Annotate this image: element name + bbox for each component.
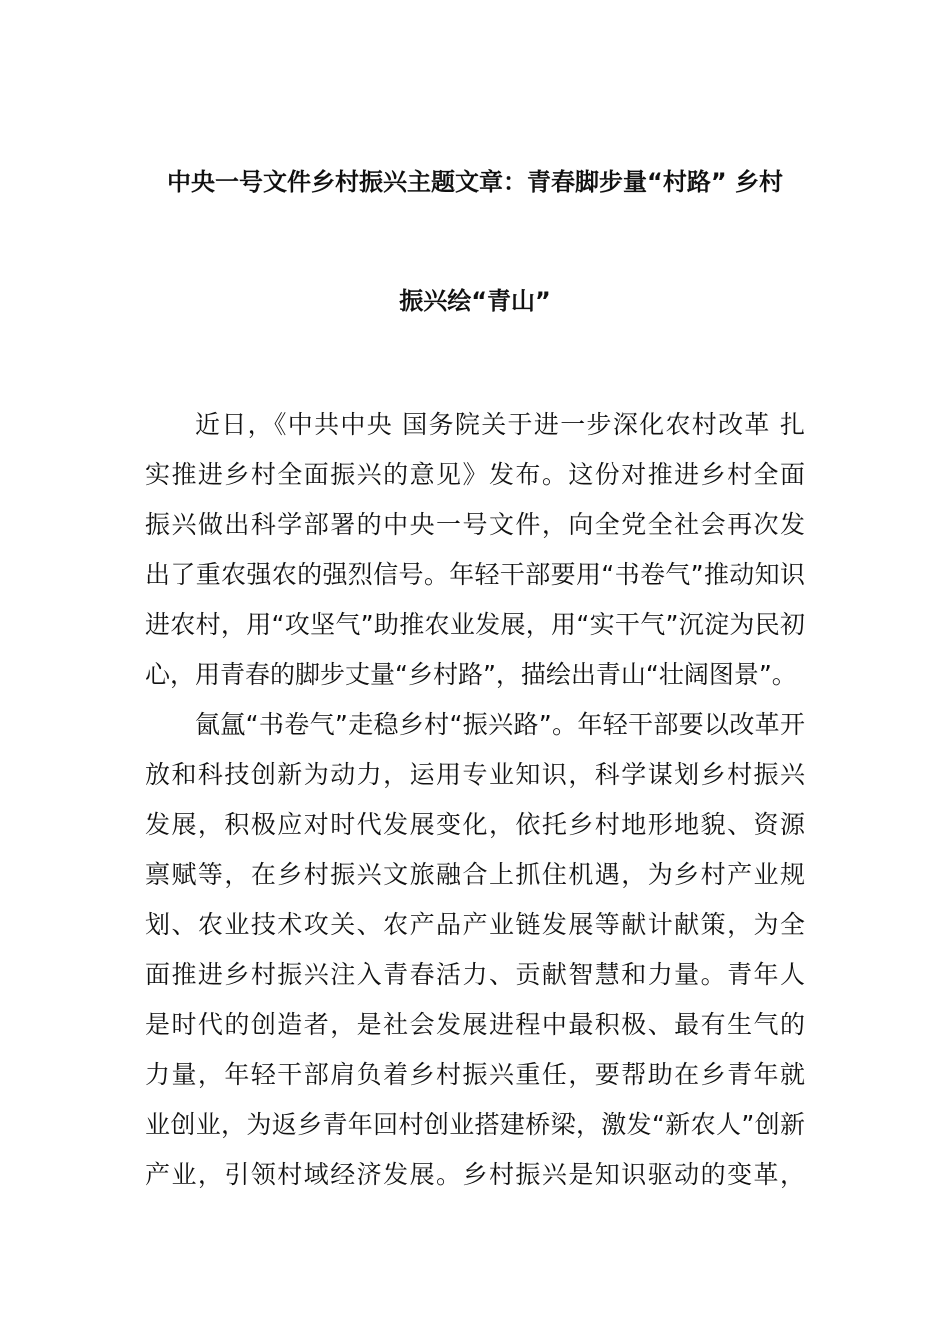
paragraph-line: 力量，年轻干部肩负着乡村振兴重任，要帮助在乡青年就 xyxy=(145,1060,805,1089)
paragraph-line: 氤氲“书卷气”走稳乡村“振兴路”。年轻干部要以改革开 xyxy=(195,710,805,739)
document-title-line-2: 振兴绘“青山” xyxy=(399,287,551,315)
paragraph-line: 进农村，用“攻坚气”助推农业发展，用“实干气”沉淀为民初 xyxy=(145,610,805,639)
paragraph-line: 业创业，为返乡青年回村创业搭建桥梁，激发“新农人”创新 xyxy=(145,1110,805,1139)
document-title-line-1: 中央一号文件乡村振兴主题文章：青春脚步量“村路” 乡村 xyxy=(167,168,783,196)
paragraph-1 xyxy=(145,400,805,700)
paragraph-line: 心，用青春的脚步丈量“乡村路”，描绘出青山“壮阔图景”。 xyxy=(145,660,797,689)
paragraph-line: 出了重农强农的强烈信号。年轻干部要用“书卷气”推动知识 xyxy=(145,560,805,589)
paragraph-line: 放和科技创新为动力，运用专业知识，科学谋划乡村振兴 xyxy=(145,760,805,789)
paragraph-line: 面推进乡村振兴注入青春活力、贡献智慧和力量。青年人 xyxy=(145,960,805,989)
paragraph-line: 是时代的创造者，是社会发展进程中最积极、最有生气的 xyxy=(145,1010,805,1039)
paragraph-line: 发展，积极应对时代发展变化，依托乡村地形地貌、资源 xyxy=(145,810,805,839)
document-body xyxy=(145,400,805,1200)
paragraph-line: 禀赋等，在乡村振兴文旅融合上抓住机遇，为乡村产业规 xyxy=(145,860,805,889)
paragraph-line: 产业，引领村域经济发展。乡村振兴是知识驱动的变革， xyxy=(145,1160,805,1189)
paragraph-line: 振兴做出科学部署的中央一号文件，向全党全社会再次发 xyxy=(145,510,805,539)
paragraph-line: 划、农业技术攻关、农产品产业链发展等献计献策，为全 xyxy=(145,910,805,939)
paragraph-line: 近日，《中共中央 国务院关于进一步深化农村改革 扎 xyxy=(195,410,805,439)
paragraph-2 xyxy=(145,700,805,1200)
paragraph-line: 实推进乡村全面振兴的意见》发布。这份对推进乡村全面 xyxy=(145,460,805,489)
